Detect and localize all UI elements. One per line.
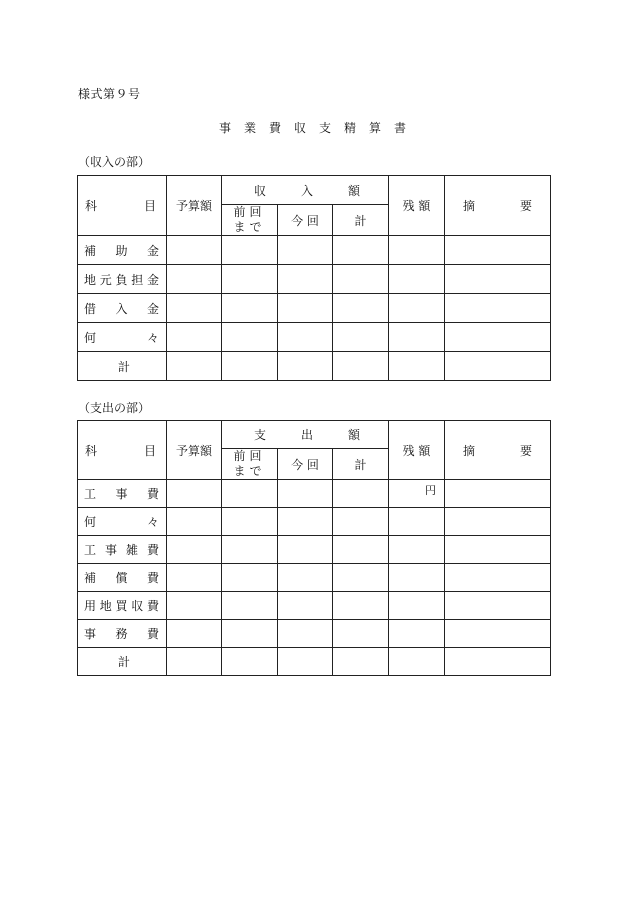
expense-header-total: 計 xyxy=(333,449,389,480)
cell-balance[interactable] xyxy=(389,236,445,265)
cell-balance[interactable] xyxy=(389,564,445,592)
cell-summary[interactable] xyxy=(445,294,551,323)
cell-current[interactable] xyxy=(278,323,333,352)
cell-current[interactable] xyxy=(278,294,333,323)
expense-row-label: 事 務 費 xyxy=(78,620,167,648)
cell-budget[interactable] xyxy=(167,294,222,323)
cell-summary[interactable] xyxy=(445,620,551,648)
expense-header-previous: 前回 まで xyxy=(222,449,278,480)
cell-summary[interactable] xyxy=(445,536,551,564)
cell-current[interactable] xyxy=(278,592,333,620)
income-header-summary: 摘 要 xyxy=(445,176,551,236)
unit-yen: 円 xyxy=(425,484,437,497)
cell-summary[interactable] xyxy=(445,265,551,294)
cell-budget[interactable] xyxy=(167,592,222,620)
cell-balance[interactable] xyxy=(389,648,445,676)
cell-current[interactable] xyxy=(278,265,333,294)
expense-row-label: 補 償 費 xyxy=(78,564,167,592)
cell-budget[interactable] xyxy=(167,620,222,648)
cell-summary[interactable] xyxy=(445,323,551,352)
cell-summary[interactable] xyxy=(445,508,551,536)
cell-balance[interactable] xyxy=(389,592,445,620)
cell-balance[interactable] xyxy=(389,323,445,352)
expense-row-label: 用 地 買 収 費 xyxy=(78,592,167,620)
income-header-current: 今 回 xyxy=(278,205,333,236)
cell-total[interactable] xyxy=(333,480,389,508)
cell-current[interactable] xyxy=(278,620,333,648)
cell-current[interactable] xyxy=(278,564,333,592)
cell-budget[interactable] xyxy=(167,508,222,536)
expense-header-budget: 予算額 xyxy=(167,421,222,480)
cell-summary[interactable] xyxy=(445,648,551,676)
income-section-label: （収入の部） xyxy=(78,155,151,169)
table-row xyxy=(78,508,551,536)
cell-budget[interactable] xyxy=(167,323,222,352)
expense-row-label: 工 事 費 xyxy=(78,480,167,508)
cell-previous[interactable] xyxy=(222,508,278,536)
cell-summary[interactable] xyxy=(445,480,551,508)
cell-total[interactable] xyxy=(333,236,389,265)
table-row xyxy=(78,352,551,381)
income-table xyxy=(77,175,551,381)
cell-total[interactable] xyxy=(333,592,389,620)
cell-previous[interactable] xyxy=(222,480,278,508)
cell-budget[interactable] xyxy=(167,648,222,676)
cell-total[interactable] xyxy=(333,323,389,352)
cell-budget[interactable] xyxy=(167,564,222,592)
table-row xyxy=(78,265,551,294)
form-number: 様式第９号 xyxy=(78,87,141,101)
cell-budget[interactable] xyxy=(167,480,222,508)
cell-summary[interactable] xyxy=(445,236,551,265)
cell-total[interactable] xyxy=(333,536,389,564)
document-title: 事業費収支精算書 xyxy=(218,121,419,135)
cell-summary[interactable] xyxy=(445,352,551,381)
cell-total[interactable] xyxy=(333,620,389,648)
expense-row-label: 何 々 xyxy=(78,508,167,536)
expense-total-label: 計 xyxy=(78,648,167,676)
income-header-balance: 残 額 xyxy=(389,176,445,236)
cell-previous[interactable] xyxy=(222,648,278,676)
cell-total[interactable] xyxy=(333,352,389,381)
cell-budget[interactable] xyxy=(167,265,222,294)
table-row xyxy=(78,323,551,352)
cell-previous[interactable] xyxy=(222,564,278,592)
cell-summary[interactable] xyxy=(445,592,551,620)
cell-total[interactable] xyxy=(333,648,389,676)
cell-current[interactable] xyxy=(278,648,333,676)
cell-previous[interactable] xyxy=(222,265,278,294)
cell-balance[interactable] xyxy=(389,480,445,508)
table-row xyxy=(78,536,551,564)
table-row xyxy=(78,592,551,620)
table-row xyxy=(78,564,551,592)
cell-previous[interactable] xyxy=(222,236,278,265)
cell-total[interactable] xyxy=(333,265,389,294)
cell-balance[interactable] xyxy=(389,620,445,648)
cell-previous[interactable] xyxy=(222,323,278,352)
expense-table xyxy=(77,420,551,676)
table-row xyxy=(78,294,551,323)
expense-header-current: 今 回 xyxy=(278,449,333,480)
cell-previous[interactable] xyxy=(222,352,278,381)
income-row-label: 借 入 金 xyxy=(78,294,167,323)
cell-balance[interactable] xyxy=(389,536,445,564)
table-row xyxy=(78,480,551,508)
table-row xyxy=(78,236,551,265)
cell-summary[interactable] xyxy=(445,564,551,592)
cell-total[interactable] xyxy=(333,294,389,323)
income-header-group: 収 入 額 xyxy=(222,176,389,205)
cell-total[interactable] xyxy=(333,564,389,592)
cell-balance[interactable] xyxy=(389,508,445,536)
income-header-budget: 予算額 xyxy=(167,176,222,236)
income-total-label: 計 xyxy=(78,352,167,381)
income-row-label: 何 々 xyxy=(78,323,167,352)
income-row-label: 補 助 金 xyxy=(78,236,167,265)
cell-budget[interactable] xyxy=(167,536,222,564)
expense-header-group: 支 出 額 xyxy=(222,421,389,449)
cell-previous[interactable] xyxy=(222,592,278,620)
cell-current[interactable] xyxy=(278,508,333,536)
cell-balance[interactable] xyxy=(389,294,445,323)
cell-previous[interactable] xyxy=(222,620,278,648)
income-row-label: 地 元 負 担 金 xyxy=(78,265,167,294)
cell-current[interactable] xyxy=(278,536,333,564)
expense-header-item: 科 目 xyxy=(78,421,167,480)
table-row xyxy=(78,620,551,648)
income-header-previous: 前回 まで xyxy=(222,205,278,236)
expense-row-label: 工 事 雑 費 xyxy=(78,536,167,564)
cell-balance[interactable] xyxy=(389,265,445,294)
income-header-total: 計 xyxy=(333,205,389,236)
cell-budget[interactable] xyxy=(167,236,222,265)
cell-total[interactable] xyxy=(333,508,389,536)
cell-budget[interactable] xyxy=(167,352,222,381)
cell-current[interactable] xyxy=(278,352,333,381)
cell-previous[interactable] xyxy=(222,536,278,564)
cell-current[interactable] xyxy=(278,480,333,508)
cell-current[interactable] xyxy=(278,236,333,265)
expense-section-label: （支出の部） xyxy=(78,401,151,415)
expense-header-summary: 摘 要 xyxy=(445,421,551,480)
income-header-item: 科 目 xyxy=(78,176,167,236)
table-row xyxy=(78,648,551,676)
cell-balance[interactable] xyxy=(389,352,445,381)
expense-header-balance: 残 額 xyxy=(389,421,445,480)
cell-previous[interactable] xyxy=(222,294,278,323)
